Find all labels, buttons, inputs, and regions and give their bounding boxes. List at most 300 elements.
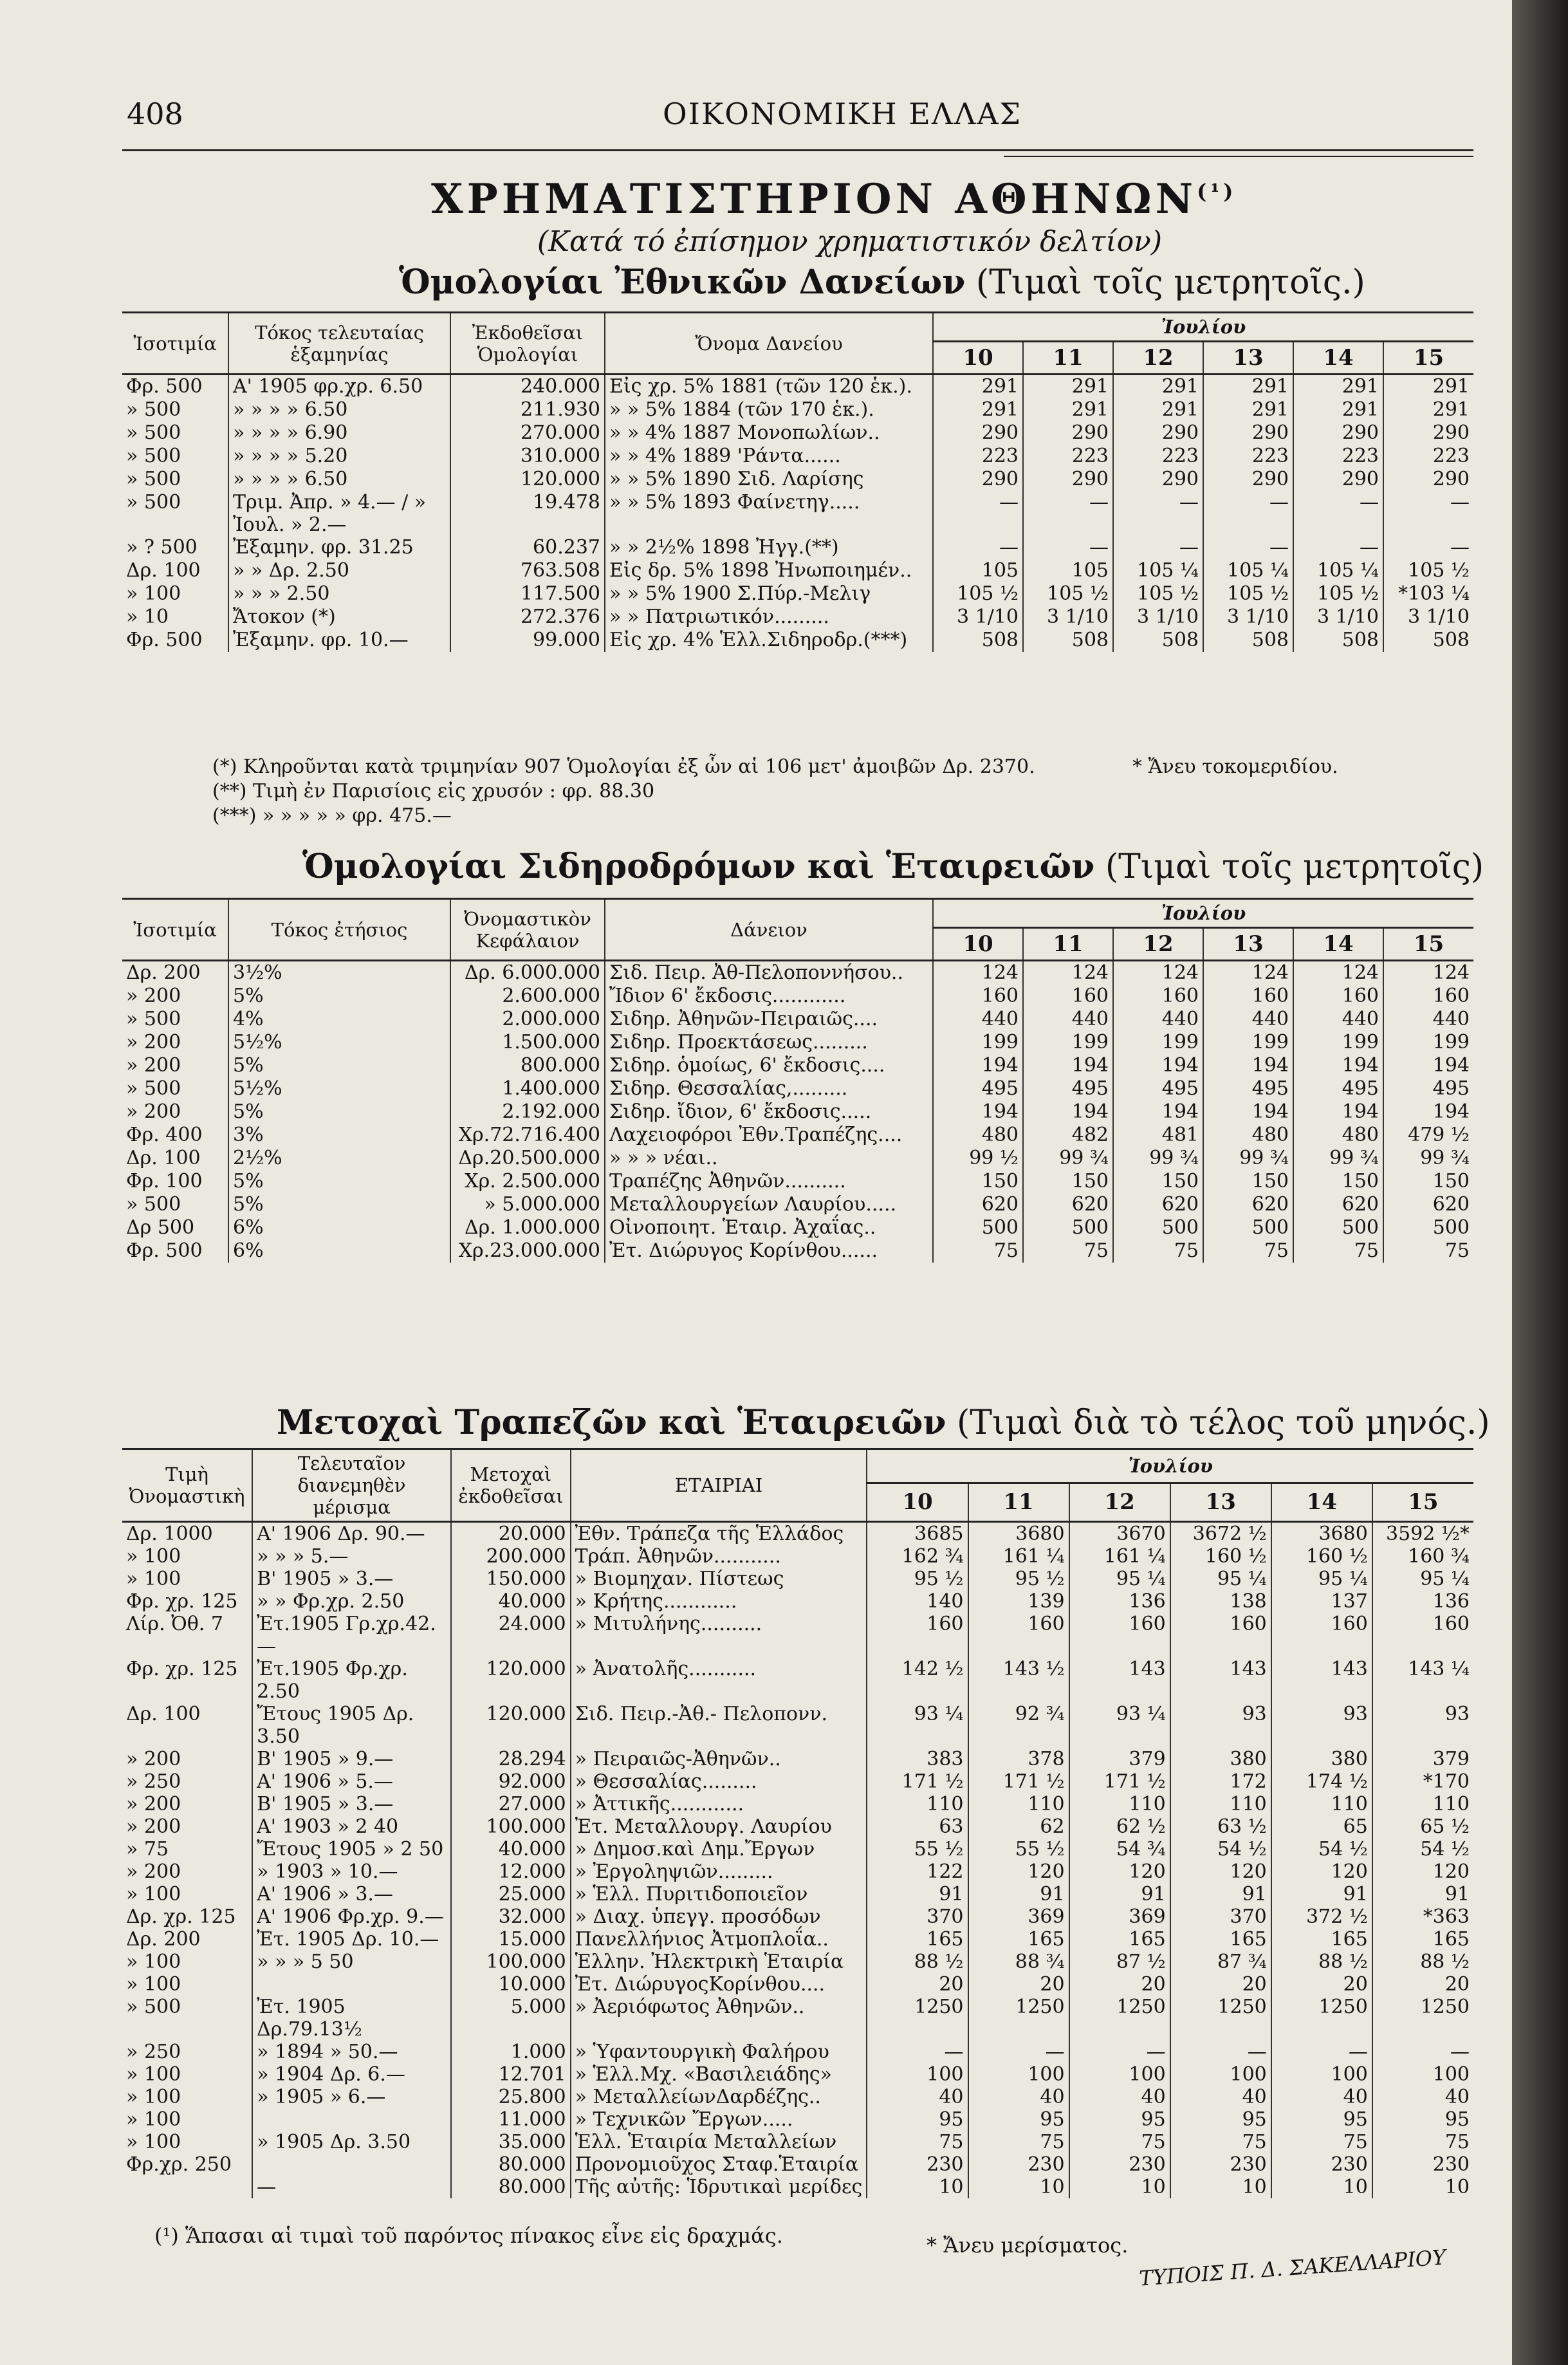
table-cell: » 100	[122, 2108, 252, 2131]
sec1-header-2: Ἐκδοθεῖσαι Ὁμολογίαι	[450, 313, 605, 375]
table-cell: » » » 2.50	[228, 582, 450, 606]
table-cell: 440	[1113, 1008, 1203, 1031]
table-cell: 291	[1113, 375, 1203, 399]
table-cell: » 100	[122, 1883, 252, 1906]
sec3-day-header: 13	[1170, 1483, 1271, 1521]
table-cell: 620	[1023, 1193, 1113, 1216]
table-cell: » 500	[122, 1008, 228, 1031]
table-cell: 200.000	[451, 1545, 571, 1568]
table-cell: 20.000	[451, 1522, 571, 1546]
table-cell: 2.600.000	[450, 985, 605, 1008]
table-cell: —	[968, 2041, 1069, 2063]
table-cell: 75	[933, 1239, 1023, 1263]
table-cell: 99.000	[450, 629, 605, 652]
table-cell: » 500	[122, 1996, 252, 2041]
table-cell: —	[933, 491, 1023, 536]
table-cell: 40	[1444, 2086, 1470, 2108]
table-cell: 150	[1293, 1170, 1383, 1193]
table-cell: Οἰνοποιητ. Ἑταιρ. Ἀχαΐας..	[605, 1216, 933, 1239]
table-cell: 3 1/10	[1408, 606, 1470, 628]
table-cell: » 100	[122, 582, 228, 606]
table-cell: 40	[1170, 2086, 1271, 2108]
table-cell: 291	[1113, 398, 1203, 422]
table-cell: 93	[1444, 1703, 1470, 1725]
sec3-title-note: (Τιμαὶ διὰ τὸ τέλος τοῦ μηνός.)	[956, 1404, 1490, 1442]
table-cell: Φρ. 500	[122, 629, 228, 652]
table-row	[122, 961, 1473, 985]
table-cell: 508	[1023, 629, 1113, 652]
table-cell: 105	[1023, 559, 1113, 582]
table-cell: 20	[1170, 1973, 1271, 1996]
table-cell: 20	[968, 1973, 1069, 1996]
table-cell: 25.000	[451, 1883, 571, 1906]
table-row	[122, 536, 1473, 559]
table-cell: 95	[867, 2108, 968, 2131]
table-cell: 160	[867, 1613, 968, 1658]
table-cell: 199	[1293, 1031, 1383, 1054]
table-row	[122, 1193, 1473, 1216]
table-cell: Δρ. χρ. 125	[122, 1906, 252, 1928]
table-row	[122, 1613, 1473, 1658]
table-cell: 160	[1271, 1613, 1372, 1658]
table-cell	[122, 2176, 252, 2198]
table-cell: 1.500.000	[450, 1031, 605, 1054]
table-row	[122, 1124, 1473, 1147]
table-cell: 95	[1069, 2108, 1170, 2131]
table-cell: Σιδηρ. Προεκτάσεως.........	[605, 1031, 933, 1054]
table-cell: 143 ½	[968, 1658, 1069, 1703]
table-cell: Δρ. 1.000.000	[450, 1216, 605, 1239]
table-cell: 1250	[968, 1996, 1069, 2041]
table-cell: 143	[1271, 1658, 1372, 1703]
table-cell: » 100	[122, 1973, 252, 1996]
table-cell: » » 4% 1889 'Ράντα......	[605, 445, 933, 468]
table-cell: 87 ¾	[1170, 1951, 1271, 1973]
table-cell: 3 1/10	[1203, 606, 1293, 629]
table-cell: » 100	[122, 1545, 252, 1568]
table-cell: 35.000	[451, 2131, 571, 2153]
table-cell: 28.294	[451, 1748, 571, 1770]
table-cell: 495	[1023, 1077, 1113, 1100]
sec2-header-1: Τόκος ἐτήσιος	[228, 899, 450, 961]
table-cell: » » 5% 1890 Σιδ. Λαρίσης	[605, 468, 933, 491]
sec2-table	[122, 898, 1473, 1263]
table-cell: 91	[1271, 1883, 1372, 1906]
table-cell: 124	[1023, 961, 1113, 985]
table-cell: » Ἀττικῆς............	[571, 1793, 867, 1815]
table-cell: 40	[867, 2086, 968, 2108]
table-cell: » 100	[122, 1951, 252, 1973]
table-cell: 481	[1113, 1124, 1203, 1147]
sec2-header-0: Ἰσοτιμία	[122, 899, 228, 961]
table-cell: 91	[1170, 1883, 1271, 1906]
table-cell: 800.000	[450, 1054, 605, 1077]
table-cell: 380	[1271, 1748, 1372, 1770]
table-cell: 91	[867, 1883, 968, 1906]
table-cell: Φρ. χρ. 125	[122, 1658, 252, 1703]
table-cell: Α' 1905 φρ.χρ. 6.50	[228, 375, 450, 399]
table-cell: 500	[933, 1216, 1023, 1239]
table-cell: » Ἐργοληψιῶν.........	[571, 1860, 867, 1883]
table-cell: 3 1/10	[1023, 606, 1113, 629]
table-cell: 291	[1293, 375, 1383, 399]
sec3-day-header: 11	[968, 1483, 1069, 1521]
table-cell: 75	[1444, 1239, 1470, 1262]
table-cell: 495	[1203, 1077, 1293, 1100]
table-cell: Ἐθν. Τράπεζα τῆς Ἑλλάδος	[571, 1522, 867, 1546]
table-cell: 150	[1113, 1170, 1203, 1193]
table-cell: » 500	[122, 422, 228, 445]
table-cell: 194	[933, 1054, 1023, 1077]
table-cell: 95 ¼	[1420, 1568, 1470, 1590]
table-cell: » 1905 » 6.—	[252, 2086, 451, 2108]
table-cell: Τράπ. Ἀθηνῶν...........	[571, 1545, 867, 1568]
table-cell: 40	[1271, 2086, 1372, 2108]
table-cell: —	[1450, 2041, 1470, 2063]
table-cell: 160	[933, 985, 1023, 1008]
table-cell: 500	[1023, 1216, 1113, 1239]
table-cell: Λαχειοφόροι Ἐθν.Τραπέζης....	[605, 1124, 933, 1147]
table-cell: Σιδηρ. Θεσσαλίας,.........	[605, 1077, 933, 1100]
table-cell: 110	[1170, 1793, 1271, 1815]
table-cell: 223	[1023, 445, 1113, 468]
sec2-day-header: 12	[1113, 928, 1203, 961]
sec3-title-text: Μετοχαὶ Τραπεζῶν καὶ Ἑταιρειῶν	[277, 1403, 946, 1442]
sec3-day-header: 12	[1069, 1483, 1170, 1521]
main-title-note: (¹)	[1197, 179, 1237, 204]
table-cell: » Ἀνατολῆς...........	[571, 1658, 867, 1703]
table-cell: 10	[867, 2176, 968, 2198]
table-cell: Α' 1906 » 3.—	[252, 1883, 451, 1906]
table-cell: » Ἀεριόφωτος Ἀθηνῶν..	[571, 1996, 867, 2041]
table-cell: Εἰς δρ. 5% 1898 Ἠνωποιημέν..	[605, 559, 933, 582]
table-cell: Ἐτ. 1905 Δρ. 10.—	[252, 1928, 451, 1951]
table-cell: 291	[1023, 375, 1113, 399]
table-cell: 3 1/10	[1293, 606, 1383, 629]
table-cell: 230	[1170, 2153, 1271, 2176]
table-cell: 3½%	[228, 961, 450, 985]
table-cell: 500	[1113, 1216, 1203, 1239]
table-row	[122, 1973, 1473, 1996]
table-cell	[252, 2153, 451, 2176]
table-cell: » 75	[122, 1838, 252, 1860]
table-cell: » 200	[122, 1793, 252, 1815]
table-cell: » Δημοσ.καὶ Δημ.Ἔργων	[571, 1838, 867, 1860]
table-cell: 120.000	[450, 468, 605, 491]
table-cell: 194	[1293, 1100, 1383, 1124]
table-cell: » 500	[122, 445, 228, 468]
table-cell: » » Φρ.χρ. 2.50	[252, 1590, 451, 1613]
table-cell: Ἐτ. 1905 Δρ.79.13½	[252, 1996, 451, 2041]
table-cell: —	[1293, 491, 1383, 536]
table-cell: Φρ.χρ. 250	[122, 2153, 252, 2176]
table-cell: 100	[1170, 2063, 1271, 2086]
footer-note-right: * Ἄνευ μερίσματος.	[927, 2233, 1129, 2258]
table-cell: 54 ½	[1271, 1838, 1372, 1860]
table-cell: 93	[1170, 1703, 1271, 1748]
table-cell: 110	[1069, 1793, 1170, 1815]
sec3-month-header: Ἰουλίου	[867, 1449, 1473, 1483]
table-cell: » Ἑλλ. Πυριτιδοποιεῖον	[571, 1883, 867, 1906]
table-cell: 138	[1170, 1590, 1271, 1613]
table-cell: 117.500	[450, 582, 605, 606]
table-cell: 194	[1432, 1054, 1470, 1077]
table-cell: 88 ½	[1271, 1951, 1372, 1973]
table-cell: 75	[1444, 2131, 1470, 2153]
table-cell: 480	[933, 1124, 1023, 1147]
table-cell: 5%	[228, 985, 450, 1008]
table-cell: 291	[1432, 398, 1470, 421]
table-cell: 172	[1170, 1770, 1271, 1793]
table-cell: 62	[968, 1815, 1069, 1838]
table-cell: 110	[867, 1793, 968, 1815]
sec3-day-header: 14	[1271, 1483, 1372, 1521]
table-row	[122, 1216, 1473, 1239]
table-cell: » » 5% 1900 Σ.Πύρ.-Μελιγ	[605, 582, 933, 606]
table-cell: 290	[1203, 468, 1293, 491]
table-cell: 150	[1432, 1170, 1470, 1192]
table-cell: Πανελλήνιος Ἀτμοπλοΐα..	[571, 1928, 867, 1951]
table-cell: 12.701	[451, 2063, 571, 2086]
table-row	[122, 1147, 1473, 1170]
sec2-day-header: 15	[1383, 928, 1473, 961]
table-cell: 95	[1170, 2108, 1271, 2131]
header-rule-2	[1004, 156, 1473, 157]
table-cell: 143	[1069, 1658, 1170, 1703]
table-cell: » » 5% 1893 Φαίνετηγ.....	[605, 491, 933, 536]
table-cell: 480	[1293, 1124, 1383, 1147]
table-cell: 3685	[867, 1522, 968, 1546]
table-cell: 495	[1113, 1077, 1203, 1100]
table-cell: 80.000	[451, 2153, 571, 2176]
table-cell: » Κρήτης............	[571, 1590, 867, 1613]
sec2-day-header: 13	[1203, 928, 1293, 961]
table-row	[122, 422, 1473, 445]
sec1-day-header: 10	[933, 342, 1023, 375]
table-cell: 4%	[228, 1008, 450, 1031]
table-cell: 124	[1113, 961, 1203, 985]
table-cell: » 100	[122, 2086, 252, 2108]
table-cell: 165	[968, 1928, 1069, 1951]
table-cell: 80.000	[451, 2176, 571, 2198]
table-row	[122, 2131, 1473, 2153]
table-row	[122, 2041, 1473, 2063]
table-cell: 2½%	[228, 1147, 450, 1170]
table-cell: 99 ¾	[1293, 1147, 1383, 1170]
table-cell: 440	[1432, 1008, 1470, 1030]
table-cell: 5.000	[451, 1996, 571, 2041]
table-cell: » Βιομηχαν. Πίστεως	[571, 1568, 867, 1590]
table-cell: 91	[968, 1883, 1069, 1906]
table-row	[122, 2063, 1473, 2086]
table-cell: 75	[1271, 2131, 1372, 2153]
table-cell: 10.000	[451, 1973, 571, 1996]
table-cell: 372 ½	[1271, 1906, 1372, 1928]
table-cell: 5%	[228, 1100, 450, 1124]
table-cell: 100	[968, 2063, 1069, 2086]
table-cell: Ἐτ.1905 Γρ.χρ.42.—	[252, 1613, 451, 1658]
table-cell: 110	[968, 1793, 1069, 1815]
table-cell: 40	[968, 2086, 1069, 2108]
table-cell: » ΜεταλλείωνΔαρδέζης..	[571, 2086, 867, 2108]
table-cell: Φρ. 500	[122, 375, 228, 399]
table-cell: Εἰς χρ. 4% Ἑλλ.Σιδηροδρ.(***)	[605, 629, 933, 652]
table-cell: 142 ½	[867, 1658, 968, 1703]
sec3-header-3: ΕΤΑΙΡΙΑΙ	[571, 1449, 867, 1522]
table-cell: Δρ. 200	[122, 961, 228, 985]
table-cell: Χρ.72.716.400	[450, 1124, 605, 1147]
table-cell: 290	[933, 468, 1023, 491]
book-spine-shadow	[1512, 0, 1568, 2365]
table-cell: 95 ¼	[1271, 1568, 1372, 1590]
table-cell: » Πειραιῶς-Ἀθηνῶν..	[571, 1748, 867, 1770]
table-cell: 223	[1203, 445, 1293, 468]
table-cell: 124	[1203, 961, 1293, 985]
table-cell: Φρ. 400	[122, 1124, 228, 1147]
sec2-header-2: Ὀνομαστικὸν Κεφάλαιον	[450, 899, 605, 961]
table-cell: —	[1023, 491, 1113, 536]
table-cell: » » » » 6.90	[228, 422, 450, 445]
table-cell: 370	[1170, 1906, 1271, 1928]
table-cell: 310.000	[450, 445, 605, 468]
table-cell: 290	[933, 422, 1023, 445]
table-cell: Φρ. χρ. 125	[122, 1590, 252, 1613]
table-cell: Σιδηρ. ὁμοίως, 6' ἔκδοσις....	[605, 1054, 933, 1077]
table-cell: 11.000	[451, 2108, 571, 2131]
table-cell: 194	[1293, 1054, 1383, 1077]
table-cell: —	[1271, 2041, 1372, 2063]
table-row	[122, 1928, 1473, 1951]
table-row	[122, 1770, 1473, 1793]
table-cell: —	[1023, 536, 1113, 559]
table-cell: 290	[1023, 422, 1113, 445]
table-row	[122, 468, 1473, 491]
table-cell: Σιδηρ. ἴδιον, 6' ἔκδοσις.....	[605, 1100, 933, 1124]
table-cell: » » 2½% 1898 Ἠγγ.(**)	[605, 536, 933, 559]
table-cell: » ? 500	[122, 536, 228, 559]
table-cell: 194	[1432, 1100, 1470, 1123]
table-cell: 500	[1203, 1216, 1293, 1239]
table-cell: 15.000	[451, 1928, 571, 1951]
sec1-note-right: * Ἄνευ τοκομεριδίου.	[1132, 756, 1338, 778]
table-cell: » » » » 5.20	[228, 445, 450, 468]
table-row	[122, 985, 1473, 1008]
table-cell: 2.192.000	[450, 1100, 605, 1124]
table-cell: 290	[1113, 468, 1203, 491]
table-cell: 120	[968, 1860, 1069, 1883]
table-cell: 495	[933, 1077, 1023, 1100]
table-cell: Δρ. 100	[122, 1703, 252, 1748]
table-cell: 40.000	[451, 1838, 571, 1860]
table-cell: 105 ½	[1408, 559, 1470, 582]
table-cell: 75	[867, 2131, 968, 2153]
table-cell: Β' 1905 » 3.—	[252, 1568, 451, 1590]
table-cell: —	[1203, 536, 1293, 559]
table-cell: 165	[1069, 1928, 1170, 1951]
table-cell: Δρ. 200	[122, 1928, 252, 1951]
table-cell: 120.000	[451, 1703, 571, 1748]
table-cell: 194	[933, 1100, 1023, 1124]
table-cell: 291	[1203, 398, 1293, 422]
table-row	[122, 1008, 1473, 1031]
table-cell: *170	[1423, 1770, 1470, 1793]
header-rule	[122, 149, 1473, 151]
table-cell: Μεταλλουργείων Λαυρίου.....	[605, 1193, 933, 1216]
table-cell: 105 ½	[1203, 582, 1293, 606]
table-cell: 54 ½	[1170, 1838, 1271, 1860]
sec1-table	[122, 311, 1473, 652]
table-cell: 75	[968, 2131, 1069, 2153]
table-row	[122, 1748, 1473, 1770]
table-cell: 65 ½	[1420, 1815, 1470, 1838]
table-cell: 105	[933, 559, 1023, 582]
table-cell: —	[1450, 491, 1470, 514]
table-cell: 160 ½	[1170, 1545, 1271, 1568]
table-cell: 10	[1271, 2176, 1372, 2198]
table-cell: 150	[1203, 1170, 1293, 1193]
table-cell: 105 ¼	[1113, 559, 1203, 582]
table-cell: 88 ½	[867, 1951, 968, 1973]
table-row	[122, 1996, 1473, 2041]
table-cell: 223	[1432, 445, 1470, 467]
main-title	[431, 175, 1237, 223]
table-cell: —	[1450, 536, 1470, 559]
table-cell: 95 ½	[968, 1568, 1069, 1590]
table-cell: 143	[1170, 1658, 1271, 1703]
table-cell: 124	[1293, 961, 1383, 985]
table-cell: 440	[933, 1008, 1023, 1031]
table-cell: 160 ½	[1271, 1545, 1372, 1568]
table-cell: Α' 1906 Φρ.χρ. 9.—	[252, 1906, 451, 1928]
table-cell: 1.000	[451, 2041, 571, 2063]
table-cell: Ἐτ.1905 Φρ.χρ. 2.50	[252, 1658, 451, 1703]
table-row	[122, 2153, 1473, 2176]
sec1-title-note: (Τιμαὶ τοῖς μετρητοῖς.)	[975, 263, 1365, 302]
table-cell: 171 ½	[968, 1770, 1069, 1793]
table-cell: 223	[1113, 445, 1203, 468]
table-cell: 55 ½	[968, 1838, 1069, 1860]
table-cell: Σιδ. Πειρ.-Ἀθ.- Πελοπονν.	[571, 1703, 867, 1748]
table-cell: 120	[1170, 1860, 1271, 1883]
table-cell: 75	[1113, 1239, 1203, 1263]
table-cell: —	[252, 2176, 451, 2198]
table-cell: 120	[1271, 1860, 1372, 1883]
table-cell: 162 ¾	[867, 1545, 968, 1568]
table-cell: » Τεχνικῶν Ἔργων.....	[571, 2108, 867, 2131]
table-cell: 87 ½	[1069, 1951, 1170, 1973]
table-cell: 150	[933, 1170, 1023, 1193]
table-row	[122, 582, 1473, 606]
sec1-title-text: Ὁμολογίαι Ἐθνικῶν Δανείων	[399, 263, 966, 302]
table-cell: 100	[1432, 2063, 1470, 2086]
table-cell: Τῆς αὐτῆς: Ἱδρυτικαὶ μερίδες	[571, 2176, 867, 2198]
table-cell: 194	[1113, 1100, 1203, 1124]
table-cell: 370	[867, 1906, 968, 1928]
sec1-title	[399, 263, 1365, 302]
table-cell: » Ἑλλ.Μχ. «Βασιλειάδης»	[571, 2063, 867, 2086]
sec2-title	[302, 847, 1484, 886]
table-cell: 100	[1271, 2063, 1372, 2086]
table-cell: Χρ. 2.500.000	[450, 1170, 605, 1193]
table-cell: 291	[1203, 375, 1293, 399]
table-cell: 10	[968, 2176, 1069, 2198]
table-cell: 165	[1170, 1928, 1271, 1951]
table-cell: Φρ. 100	[122, 1170, 228, 1193]
table-cell: 10	[1069, 2176, 1170, 2198]
table-cell: 378	[968, 1748, 1069, 1770]
table-cell: —	[1170, 2041, 1271, 2063]
table-cell: 105 ½	[933, 582, 1023, 606]
